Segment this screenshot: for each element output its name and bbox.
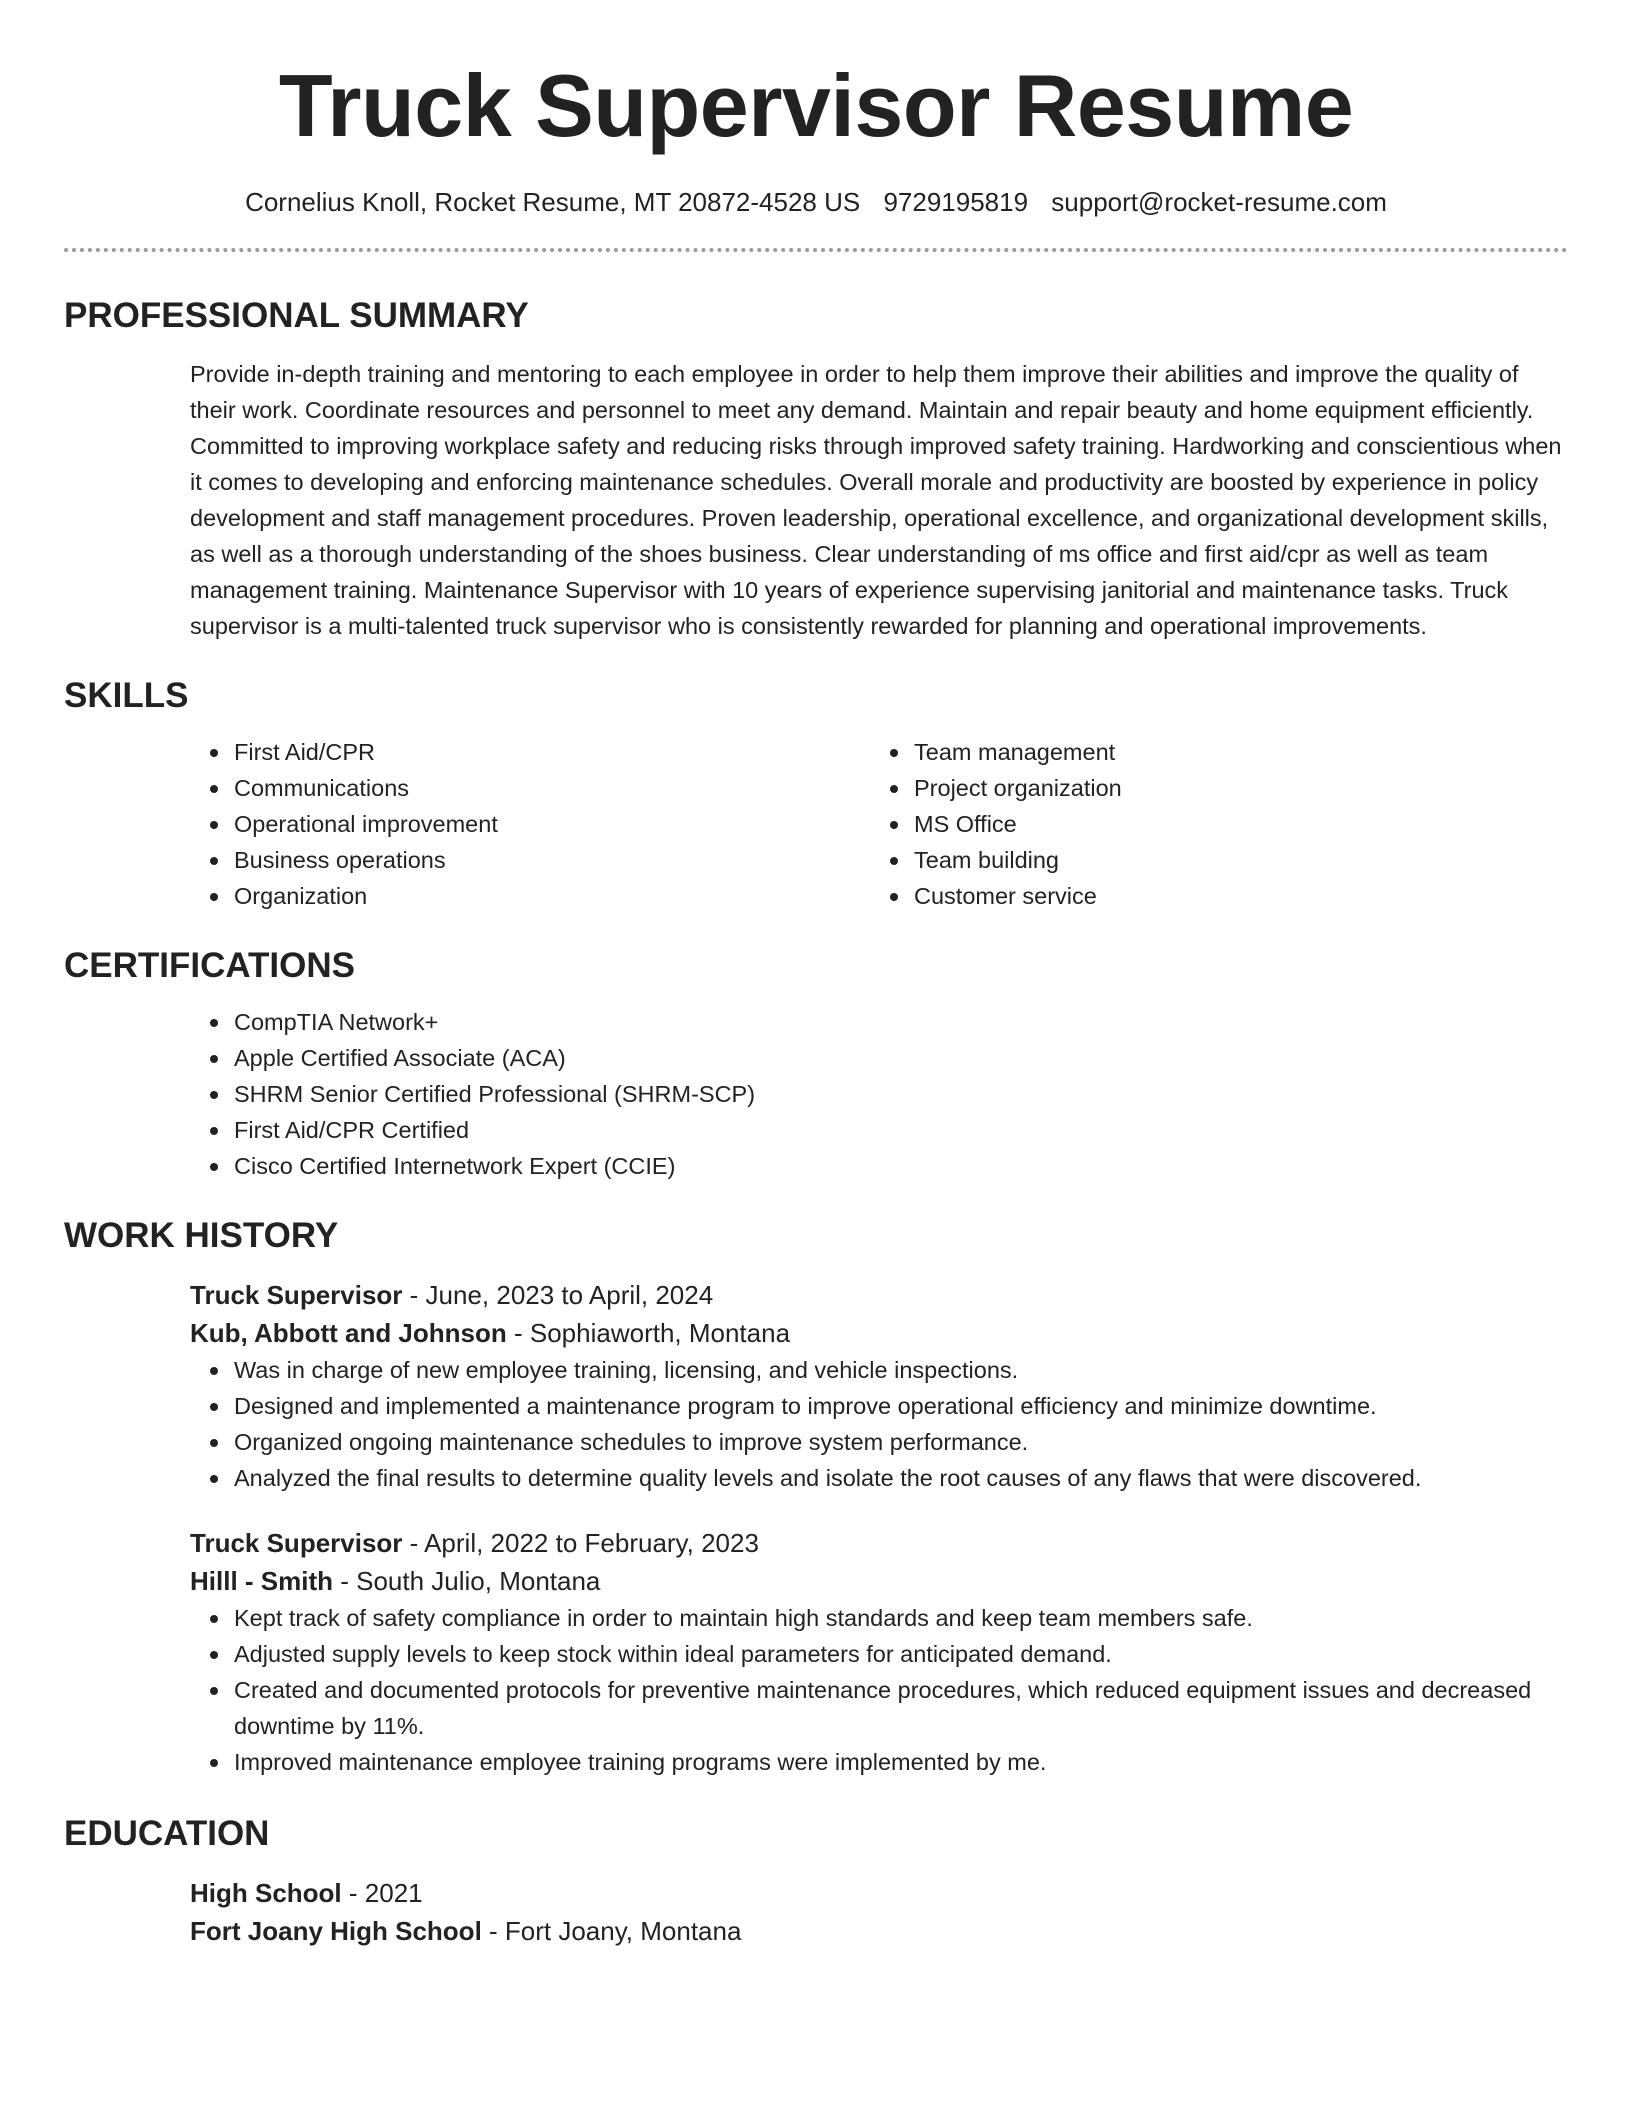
- section-heading-skills: SKILLS: [64, 676, 189, 715]
- list-item: SHRM Senior Certified Professional (SHRM-SCP): [234, 1076, 1568, 1112]
- section-heading-work-history: WORK HISTORY: [64, 1216, 339, 1255]
- list-item: Communications: [234, 770, 870, 806]
- job-company: Hilll - Smith: [190, 1566, 333, 1596]
- job-role: Truck Supervisor: [190, 1280, 403, 1310]
- contact-email: support@rocket-resume.com: [1051, 187, 1387, 217]
- job-title-line: [190, 1276, 1568, 1314]
- list-item: Customer service: [914, 878, 1550, 914]
- list-item: Analyzed the final results to determine quality levels and isolate the root causes of any flaws that were discovered.: [234, 1460, 1568, 1496]
- list-item: Designed and implemented a maintenance program to improve operational efficiency and minimize downtime.: [234, 1388, 1568, 1424]
- list-item: Kept track of safety compliance in order to maintain high standards and keep team members safe.: [234, 1600, 1568, 1636]
- list-item: Cisco Certified Internetwork Expert (CCIE): [234, 1148, 1568, 1184]
- job-entry: [190, 1524, 1568, 1780]
- education-school: Fort Joany High School: [190, 1916, 482, 1946]
- job-title-line: [190, 1524, 1568, 1562]
- list-item: First Aid/CPR: [234, 734, 870, 770]
- job-duties-list: [190, 1600, 1568, 1780]
- list-item: Organization: [234, 878, 870, 914]
- job-dates: - April, 2022 to February, 2023: [402, 1528, 759, 1558]
- header-divider: [64, 248, 1568, 252]
- education-entry: [190, 1874, 1568, 1950]
- education-location: - Fort Joany, Montana: [481, 1916, 742, 1946]
- list-item: Business operations: [234, 842, 870, 878]
- job-company: Kub, Abbott and Johnson: [190, 1318, 507, 1348]
- list-item: Improved maintenance employee training programs were implemented by me.: [234, 1744, 1568, 1780]
- list-item: Apple Certified Associate (ACA): [234, 1040, 1568, 1076]
- list-item: Adjusted supply levels to keep stock within ideal parameters for anticipated demand.: [234, 1636, 1568, 1672]
- education-school-line: [190, 1912, 1568, 1950]
- list-item: MS Office: [914, 806, 1550, 842]
- job-location: - South Julio, Montana: [333, 1566, 601, 1596]
- education-degree: High School: [190, 1878, 342, 1908]
- job-company-line: [190, 1314, 1568, 1352]
- job-duties-list: [190, 1352, 1568, 1496]
- job-role: Truck Supervisor: [190, 1528, 403, 1558]
- list-item: CompTIA Network+: [234, 1004, 1568, 1040]
- list-item: Team building: [914, 842, 1550, 878]
- section-heading-certifications: CERTIFICATIONS: [64, 946, 356, 985]
- contact-address: Cornelius Knoll, Rocket Resume, MT 20872-4528 US: [245, 187, 861, 217]
- contact-line: [64, 186, 1568, 218]
- list-item: First Aid/CPR Certified: [234, 1112, 1568, 1148]
- job-company-line: [190, 1562, 1568, 1600]
- certifications-list: [190, 1004, 1568, 1184]
- education-year: - 2021: [341, 1878, 423, 1908]
- skills-column-left: [190, 734, 870, 914]
- education-degree-line: [190, 1874, 1568, 1912]
- list-item: Organized ongoing maintenance schedules to improve system performance.: [234, 1424, 1568, 1460]
- contact-phone: 9729195819: [883, 187, 1029, 217]
- job-location: - Sophiaworth, Montana: [506, 1318, 791, 1348]
- section-heading-summary: PROFESSIONAL SUMMARY: [64, 296, 529, 335]
- page-title: Truck Supervisor Resume: [278, 56, 1354, 155]
- list-item: Team management: [914, 734, 1550, 770]
- summary-text: Provide in-depth training and mentoring to each employee in order to help them improve their abilities and improve the quality of their work. Coordinate resources and personnel to meet any demand. Maintain and repair beauty and home equipment efficiently. Committed to improving workplace safety and reducing risks through improved safety training. Hardworking and conscientious when it comes to developing and enforcing maintenance schedules. Overall morale and productivity are boosted by experience in policy development and staff management procedures. Proven leadership, operational excellence, and organizational development skills, as well as a thorough understanding of the shoes business. Clear understanding of ms office and first aid/cpr as well as team management training. Maintenance Supervisor with 10 years of experience supervising janitorial and maintenance tasks. Truck supervisor is a multi-talented truck supervisor who is consistently rewarded for planning and operational improvements.: [190, 361, 1562, 639]
- skills-column-right: [870, 734, 1550, 914]
- list-item: Created and documented protocols for preventive maintenance procedures, which reduced equipment issues and decreased downtime by 11%.: [234, 1672, 1568, 1744]
- job-dates: - June, 2023 to April, 2024: [402, 1280, 714, 1310]
- list-item: Operational improvement: [234, 806, 870, 842]
- job-entry: [190, 1276, 1568, 1496]
- section-heading-education: EDUCATION: [64, 1814, 270, 1853]
- list-item: Was in charge of new employee training, licensing, and vehicle inspections.: [234, 1352, 1568, 1388]
- list-item: Project organization: [914, 770, 1550, 806]
- skills-list: [190, 734, 1568, 914]
